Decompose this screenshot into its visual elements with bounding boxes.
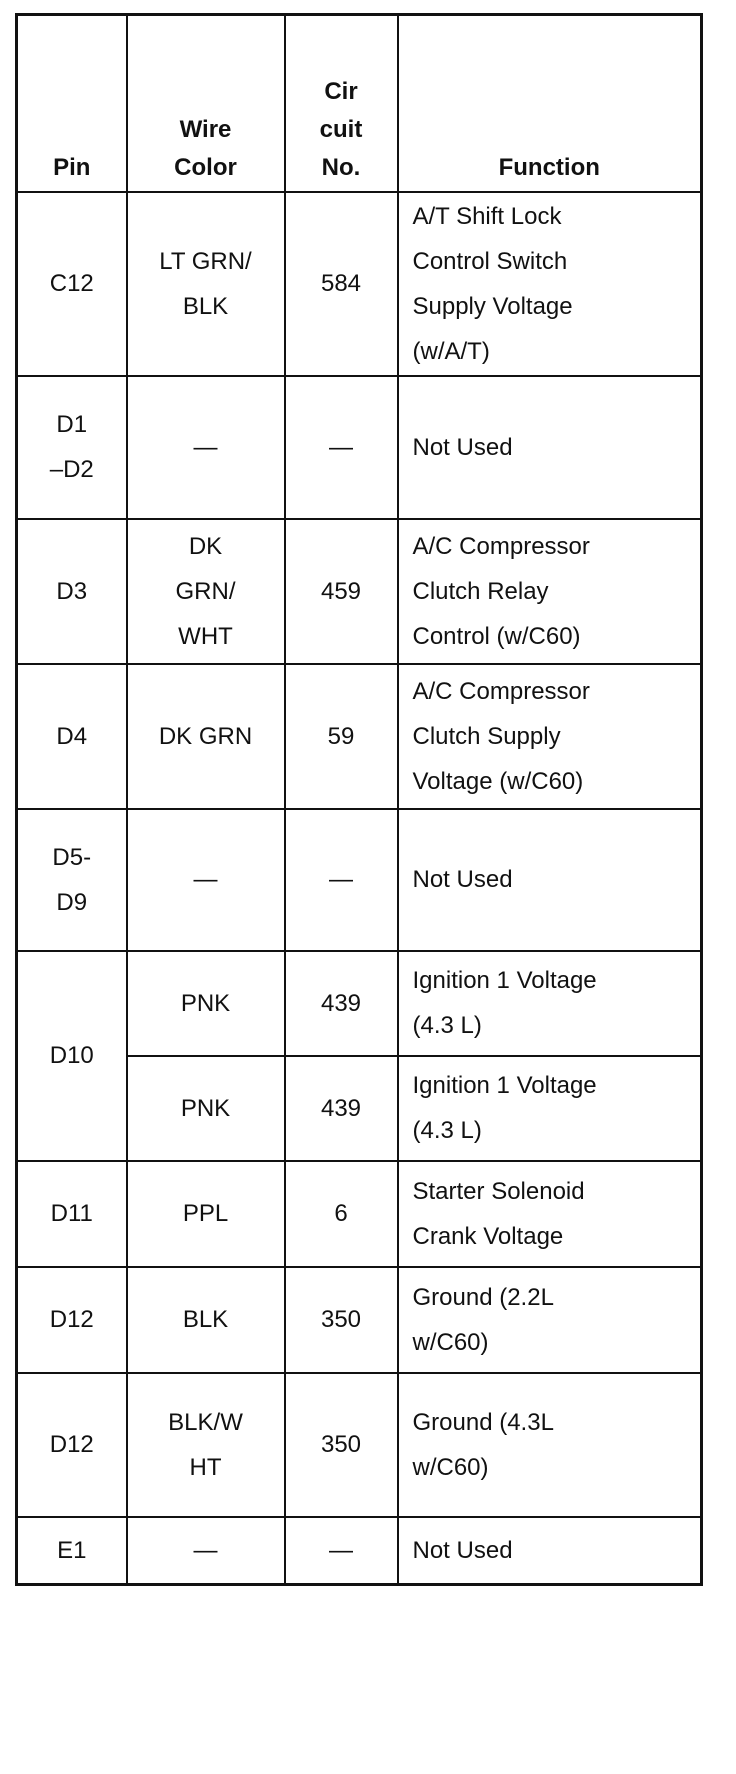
table-row	[17, 664, 702, 809]
circuit-no-cell: 350	[285, 1373, 398, 1517]
wire-color-cell: —	[127, 376, 285, 519]
wire-color-cell: PPL	[127, 1161, 285, 1267]
wire-color-cell: PNK	[127, 1056, 285, 1161]
function-cell: Ignition 1 Voltage (4.3 L)	[398, 1056, 702, 1161]
pin-cell: E1	[17, 1517, 127, 1585]
table-body	[17, 192, 702, 1585]
header-function: Function	[398, 15, 702, 192]
header-wire-color: Wire Color	[127, 15, 285, 192]
function-cell: Not Used	[398, 376, 702, 519]
header-row	[17, 15, 702, 192]
pin-cell: D11	[17, 1161, 127, 1267]
table-row	[17, 376, 702, 519]
function-cell: Starter Solenoid Crank Voltage	[398, 1161, 702, 1267]
function-cell: A/C Compressor Clutch Relay Control (w/C60)	[398, 519, 702, 664]
wire-color-cell: PNK	[127, 951, 285, 1056]
function-cell: A/T Shift Lock Control Switch Supply Voltage (w/A/T)	[398, 192, 702, 376]
wire-color-cell: —	[127, 1517, 285, 1585]
circuit-no-cell: 59	[285, 664, 398, 809]
pin-cell: C12	[17, 192, 127, 376]
table-row	[17, 1373, 702, 1517]
wire-color-cell: DK GRN	[127, 664, 285, 809]
pin-cell: D12	[17, 1373, 127, 1517]
circuit-no-cell: —	[285, 1517, 398, 1585]
wire-color-cell: LT GRN/ BLK	[127, 192, 285, 376]
pinout-table	[15, 13, 703, 1586]
wire-color-cell: DK GRN/ WHT	[127, 519, 285, 664]
circuit-no-cell: 584	[285, 192, 398, 376]
table-row	[17, 809, 702, 951]
function-cell: Ground (4.3L w/C60)	[398, 1373, 702, 1517]
pin-cell: D5- D9	[17, 809, 127, 951]
pin-cell: D10	[17, 951, 127, 1161]
circuit-no-cell: 459	[285, 519, 398, 664]
circuit-no-cell: 439	[285, 951, 398, 1056]
header-circuit-no: Cir cuit No.	[285, 15, 398, 192]
circuit-no-cell: 6	[285, 1161, 398, 1267]
function-cell: Not Used	[398, 809, 702, 951]
table-row	[17, 1161, 702, 1267]
header-pin: Pin	[17, 15, 127, 192]
pin-cell: D12	[17, 1267, 127, 1373]
table-row	[17, 519, 702, 664]
circuit-no-cell: —	[285, 376, 398, 519]
circuit-no-cell: —	[285, 809, 398, 951]
function-cell: Ignition 1 Voltage (4.3 L)	[398, 951, 702, 1056]
table-row	[17, 951, 702, 1056]
table-row	[17, 1267, 702, 1373]
function-cell: Not Used	[398, 1517, 702, 1585]
wire-color-cell: BLK	[127, 1267, 285, 1373]
function-cell: Ground (2.2L w/C60)	[398, 1267, 702, 1373]
pin-cell: D3	[17, 519, 127, 664]
function-cell: A/C Compressor Clutch Supply Voltage (w/C60)	[398, 664, 702, 809]
pin-cell: D1 –D2	[17, 376, 127, 519]
wire-color-cell: —	[127, 809, 285, 951]
circuit-no-cell: 350	[285, 1267, 398, 1373]
circuit-no-cell: 439	[285, 1056, 398, 1161]
wire-color-cell: BLK/W HT	[127, 1373, 285, 1517]
table-row	[17, 1517, 702, 1585]
table-row	[17, 192, 702, 376]
pin-cell: D4	[17, 664, 127, 809]
